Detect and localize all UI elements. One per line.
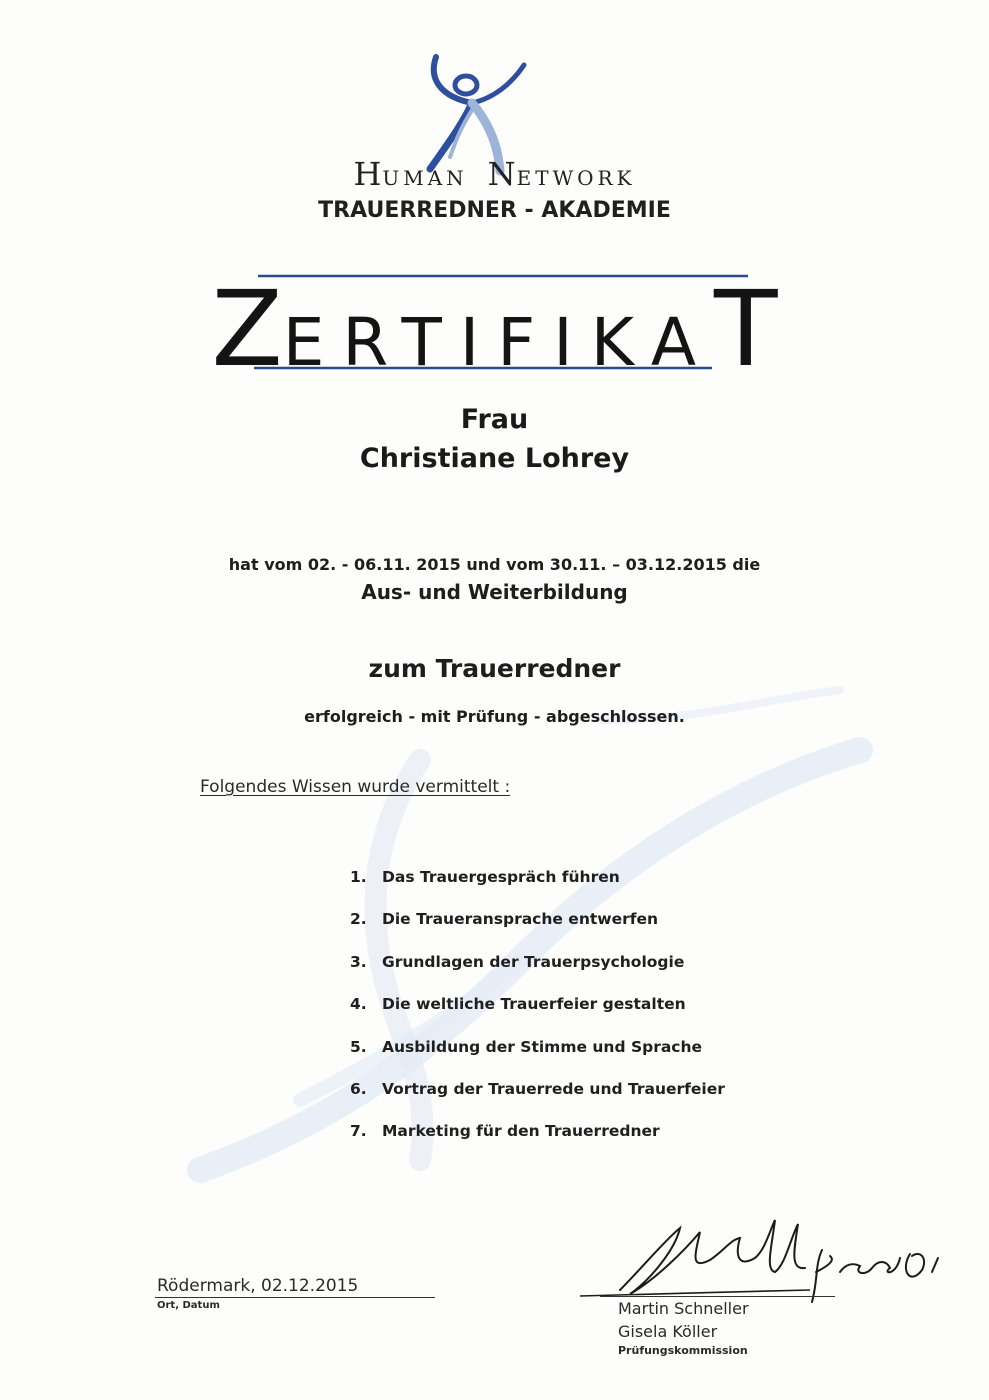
topic-label: Vortrag der Trauerrede und Trauerfeier (382, 1079, 725, 1098)
list-item (350, 995, 725, 1037)
signature-rule (600, 1296, 835, 1297)
list-item (350, 910, 725, 952)
certificate-title (0, 268, 989, 390)
topic-number: 1. (350, 868, 367, 886)
recipient-name: Christiane Lohrey (359, 443, 630, 474)
list-item (350, 953, 725, 995)
recipient-salutation: Frau (460, 404, 529, 435)
place-date-label: Ort, Datum (157, 1300, 220, 1311)
list-item (350, 1080, 725, 1122)
topic-number: 4. (350, 995, 367, 1014)
title-last-letter: T (713, 268, 778, 390)
place-date-rule (155, 1297, 435, 1298)
course-program: Aus- und Weiterbildung (361, 580, 628, 604)
committee-label: Prüfungskommission (618, 1344, 748, 1357)
topic-number: 7. (350, 1122, 367, 1141)
list-item (350, 1122, 725, 1164)
course-target: zum Trauerredner (368, 654, 621, 683)
list-item (350, 1038, 725, 1080)
topic-label: Ausbildung der Stimme und Sprache (382, 1037, 703, 1056)
academy-name: TRAUERREDNER - AKADEMIE (318, 198, 671, 223)
handwritten-signatures (560, 1210, 950, 1310)
topic-label: Das Trauergespräch führen (382, 868, 620, 886)
place-date: Rödermark, 02.12.2015 (157, 1276, 359, 1296)
topic-number: 3. (350, 952, 367, 971)
title-first-letter: Z (211, 268, 283, 390)
knowledge-heading: Folgendes Wissen wurde vermittelt : (200, 777, 511, 797)
course-period: hat vom 02. - 06.11. 2015 und vom 30.11. – 03.12.2015 die (228, 555, 761, 574)
topic-number: 2. (350, 910, 367, 929)
topic-label: Marketing für den Trauerredner (382, 1122, 660, 1141)
course-result: erfolgreich - mit Prüfung - abgeschlossen. (304, 707, 685, 726)
topic-label: Die weltliche Trauerfeier gestalten (382, 995, 686, 1014)
list-item (350, 868, 725, 910)
topic-number: 5. (350, 1037, 367, 1056)
signer-name-2: Gisela Köller (618, 1322, 718, 1341)
topic-label: Grundlagen der Trauerpsychologie (382, 952, 685, 971)
topic-label: Die Traueransprache entwerfen (382, 910, 659, 929)
title-middle: ERTIFIKA (282, 304, 714, 381)
logo-initial-n: N (487, 155, 517, 193)
signer-name-1: Martin Schneller (618, 1299, 749, 1318)
logo-word-uman: UMAN (382, 166, 468, 190)
logo-initial-h: H (353, 155, 383, 193)
topic-list (350, 868, 725, 1165)
topic-number: 6. (350, 1079, 367, 1098)
logo-word-etwork: ETWORK (516, 166, 636, 190)
